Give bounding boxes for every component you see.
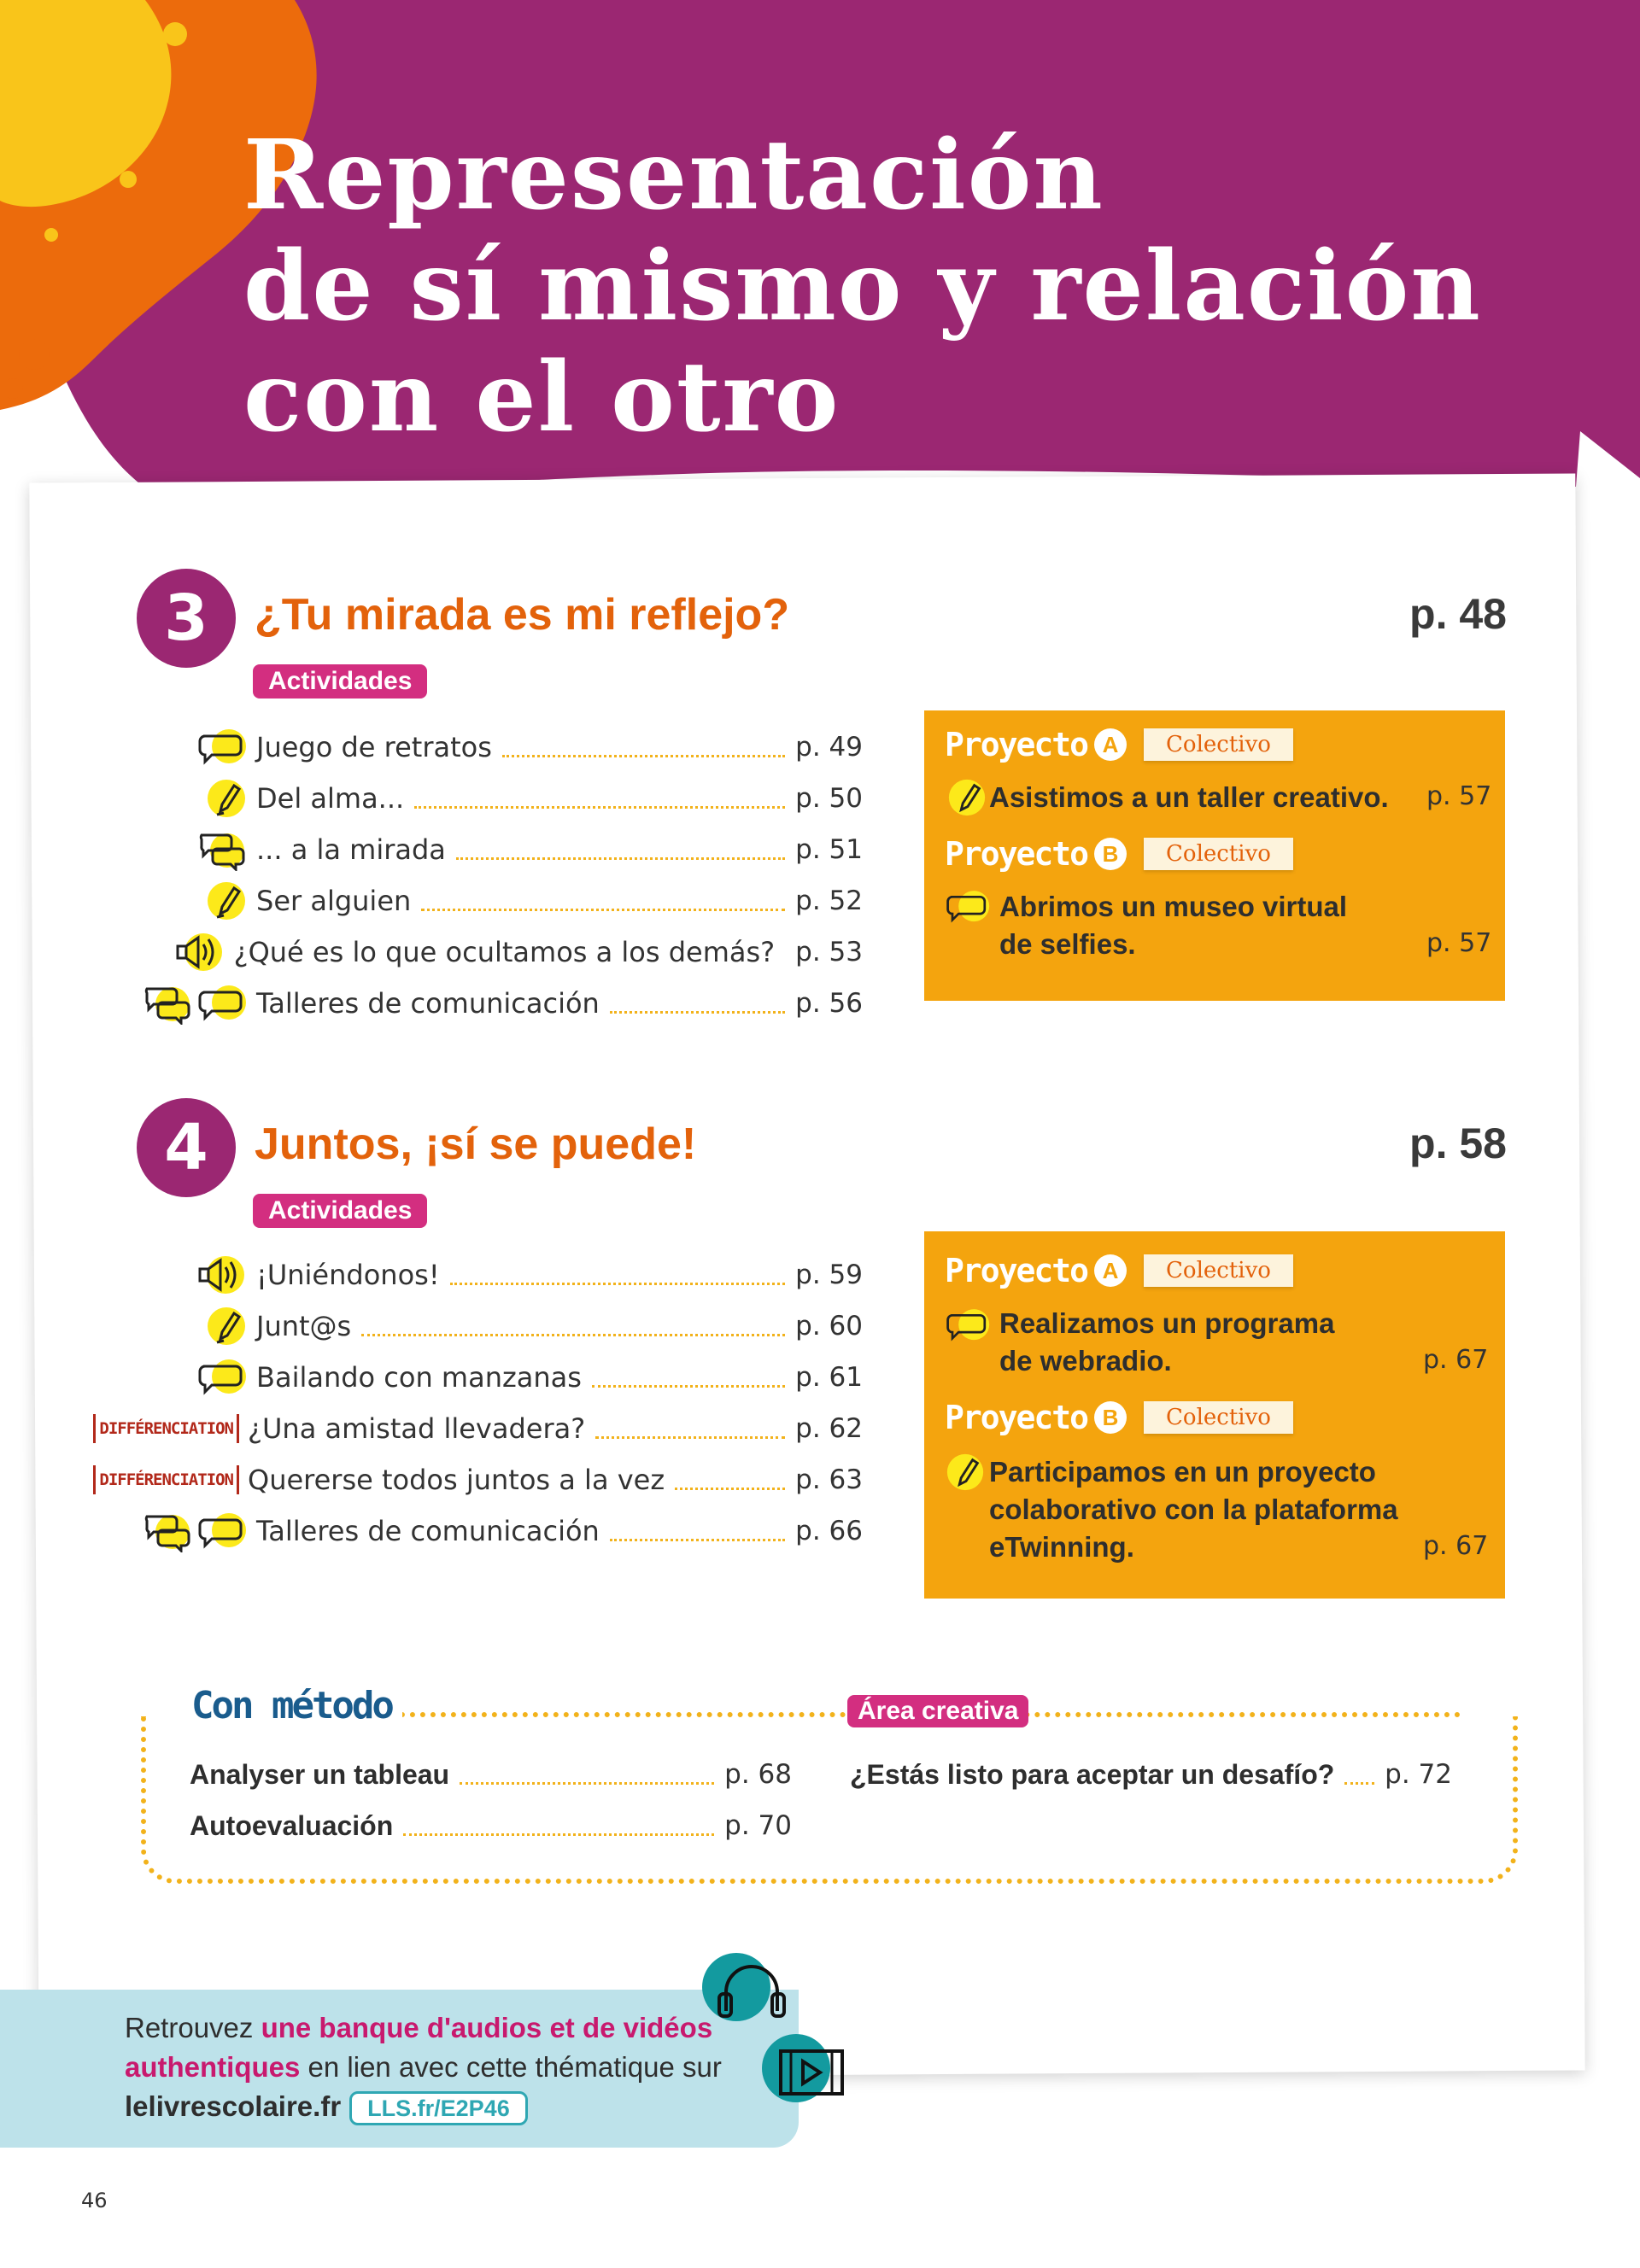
activity-page: p. 63: [795, 1464, 863, 1495]
project-b-page: p. 67: [1423, 1531, 1489, 1561]
speech-bubble-icon: [196, 728, 248, 767]
project-a-header: [945, 1252, 1293, 1289]
banner-code[interactable]: LLS.fr/E2P46: [349, 2091, 528, 2125]
speech-bubble-icon: [196, 1511, 248, 1551]
project-letter: B: [1094, 838, 1127, 870]
activity-label: ¡Uniéndonos!: [256, 1259, 440, 1291]
banner-site[interactable]: lelivrescolaire.fr: [125, 2090, 342, 2122]
chapter-4-title[interactable]: Juntos, ¡sí se puede!: [255, 1119, 697, 1169]
collective-tag: Colectivo: [1144, 1401, 1293, 1434]
chapter-3-badge: 3: [137, 569, 236, 668]
activity-label: Del alma...: [256, 782, 405, 815]
creative-item-page: p. 72: [1385, 1759, 1452, 1790]
pencil-icon: [205, 777, 248, 820]
activity-label: Talleres de comunicación: [256, 987, 600, 1020]
dialogue-bubbles-icon: [142, 1510, 193, 1552]
method-section-border: [141, 1716, 1518, 1884]
chapter-4-page: p. 58: [1409, 1119, 1507, 1167]
leader-dots: [421, 909, 785, 911]
activity-row[interactable]: [128, 931, 863, 973]
method-item-label: Autoevaluación: [190, 1809, 394, 1841]
method-item[interactable]: [190, 1753, 792, 1796]
project-a-text-line-1[interactable]: Realizamos un programa: [999, 1307, 1335, 1339]
chapter-3-title[interactable]: ¿Tu mirada es mi reflejo?: [255, 590, 790, 640]
banner-highlight[interactable]: une banque d'audios et de vidéos authentiques: [125, 2012, 713, 2083]
activity-row[interactable]: [128, 880, 863, 922]
activity-label: ¿Una amistad llevadera?: [248, 1412, 586, 1445]
activity-row[interactable]: [128, 1305, 863, 1347]
activity-label: Juego de retratos: [256, 731, 492, 763]
activity-page: p. 60: [795, 1311, 863, 1342]
speech-bubble-icon: [196, 984, 248, 1023]
activity-page: p. 56: [795, 988, 863, 1019]
activity-label: Junt@s: [256, 1310, 352, 1342]
activity-row[interactable]: [128, 1356, 863, 1399]
pencil-icon: [946, 777, 987, 818]
project-b-text-line-3[interactable]: eTwinning.: [989, 1531, 1134, 1563]
chapter-4-badge: 4: [137, 1098, 236, 1197]
activity-row[interactable]: [128, 777, 863, 820]
project-word: Proyecto: [945, 835, 1088, 873]
speaker-icon: [196, 1254, 248, 1296]
pencil-icon: [205, 880, 248, 922]
project-a-page: p. 67: [1423, 1345, 1489, 1375]
project-letter: B: [1094, 1401, 1127, 1434]
activity-row[interactable]: [128, 1254, 863, 1296]
leader-dots: [450, 1283, 786, 1285]
page-title-line-1: Representación: [243, 120, 1104, 231]
project-a-header: [945, 726, 1293, 763]
leader-dots: [361, 1334, 785, 1336]
activity-label: Bailando con manzanas: [256, 1361, 582, 1394]
activity-page: p. 53: [795, 937, 863, 967]
method-item-page: p. 68: [724, 1759, 792, 1790]
headphones-icon: [700, 1951, 794, 2028]
activity-row[interactable]: [94, 1407, 863, 1450]
method-item-label: Analyser un tableau: [190, 1758, 450, 1790]
activity-page: p. 59: [795, 1260, 863, 1290]
pencil-icon: [945, 1452, 986, 1493]
activity-row[interactable]: [128, 1510, 863, 1552]
activity-page: p. 50: [795, 783, 863, 814]
activity-page: p. 62: [795, 1413, 863, 1444]
project-a-text[interactable]: Asistimos a un taller creativo.: [989, 781, 1389, 813]
activity-label: Quererse todos juntos a la vez: [248, 1464, 665, 1496]
activity-label: Ser alguien: [256, 885, 412, 917]
differenciation-tag: DIFFÉRENCIATION: [93, 1465, 239, 1494]
creative-item[interactable]: [850, 1753, 1452, 1796]
activities-pill-3: Actividades: [253, 664, 427, 699]
project-a-page: p. 57: [1426, 781, 1492, 811]
speech-bubble-icon: [945, 1306, 991, 1344]
leader-dots: [675, 1488, 785, 1490]
project-b-text-line-1[interactable]: Abrimos un museo virtual: [999, 891, 1348, 922]
speech-bubble-icon: [945, 888, 991, 926]
activity-label: Talleres de comunicación: [256, 1515, 600, 1547]
activity-row[interactable]: [128, 982, 863, 1025]
creative-area-pill: Área creativa: [847, 1695, 1028, 1727]
project-letter: A: [1094, 1254, 1127, 1287]
project-b-text-line-2[interactable]: de selfies.: [999, 928, 1136, 960]
project-word: Proyecto: [945, 1252, 1088, 1289]
leader-dots: [1344, 1782, 1374, 1785]
leader-dots: [502, 755, 785, 757]
project-b-text-line-1[interactable]: Participamos en un proyecto: [989, 1456, 1376, 1488]
differenciation-tag: DIFFÉRENCIATION: [93, 1414, 239, 1443]
project-b-header: [945, 835, 1293, 873]
collective-tag: Colectivo: [1144, 838, 1293, 870]
project-letter: A: [1094, 728, 1127, 761]
project-word: Proyecto: [945, 726, 1088, 763]
activity-page: p. 49: [795, 732, 863, 763]
activity-row[interactable]: [94, 1458, 863, 1501]
page-title-line-2: de sí mismo y relación: [243, 231, 1482, 342]
creative-item-label: ¿Estás listo para aceptar un desafío?: [850, 1758, 1335, 1790]
dialogue-bubbles-icon: [196, 828, 248, 871]
activity-row[interactable]: [128, 828, 863, 871]
leader-dots: [610, 1011, 785, 1014]
page-title-line-3: con el otro: [243, 342, 840, 453]
leader-dots: [403, 1833, 714, 1836]
activities-pill-4: Actividades: [253, 1194, 427, 1228]
project-b-page: p. 57: [1426, 928, 1492, 958]
activity-row[interactable]: [128, 726, 863, 769]
project-b-header: [945, 1399, 1293, 1436]
activity-page: p. 61: [795, 1362, 863, 1393]
dialogue-bubbles-icon: [142, 982, 193, 1025]
leader-dots: [592, 1385, 785, 1388]
project-word: Proyecto: [945, 1399, 1088, 1436]
project-a-text-line-2[interactable]: de webradio.: [999, 1345, 1172, 1377]
speaker-icon: [174, 931, 226, 973]
activity-label: ¿Qué es lo que ocultamos a los demás?: [233, 936, 776, 968]
video-film-icon: [760, 2032, 854, 2109]
banner-middle: en lien avec cette thématique sur: [300, 2051, 722, 2083]
leader-dots: [460, 1782, 714, 1785]
chapter-3-page: p. 48: [1409, 590, 1507, 638]
pencil-icon: [205, 1305, 248, 1347]
activity-page: p. 51: [795, 834, 863, 865]
leader-dots: [610, 1539, 785, 1541]
activity-label: ... a la mirada: [256, 833, 446, 866]
page-number: 46: [81, 2189, 108, 2212]
activity-page: p. 66: [795, 1516, 863, 1546]
leader-dots: [414, 806, 785, 809]
method-item-page: p. 70: [724, 1810, 792, 1841]
collective-tag: Colectivo: [1144, 1254, 1293, 1287]
leader-dots: [595, 1436, 785, 1439]
speech-bubble-icon: [196, 1358, 248, 1397]
activity-page: p. 52: [795, 886, 863, 916]
collective-tag: Colectivo: [1144, 728, 1293, 761]
leader-dots: [456, 857, 785, 860]
method-item[interactable]: [190, 1804, 792, 1847]
banner-prefix: Retrouvez: [125, 2012, 261, 2043]
method-title: Con método: [181, 1684, 402, 1727]
project-b-text-line-2[interactable]: colaborativo con la plataforma: [989, 1493, 1398, 1525]
